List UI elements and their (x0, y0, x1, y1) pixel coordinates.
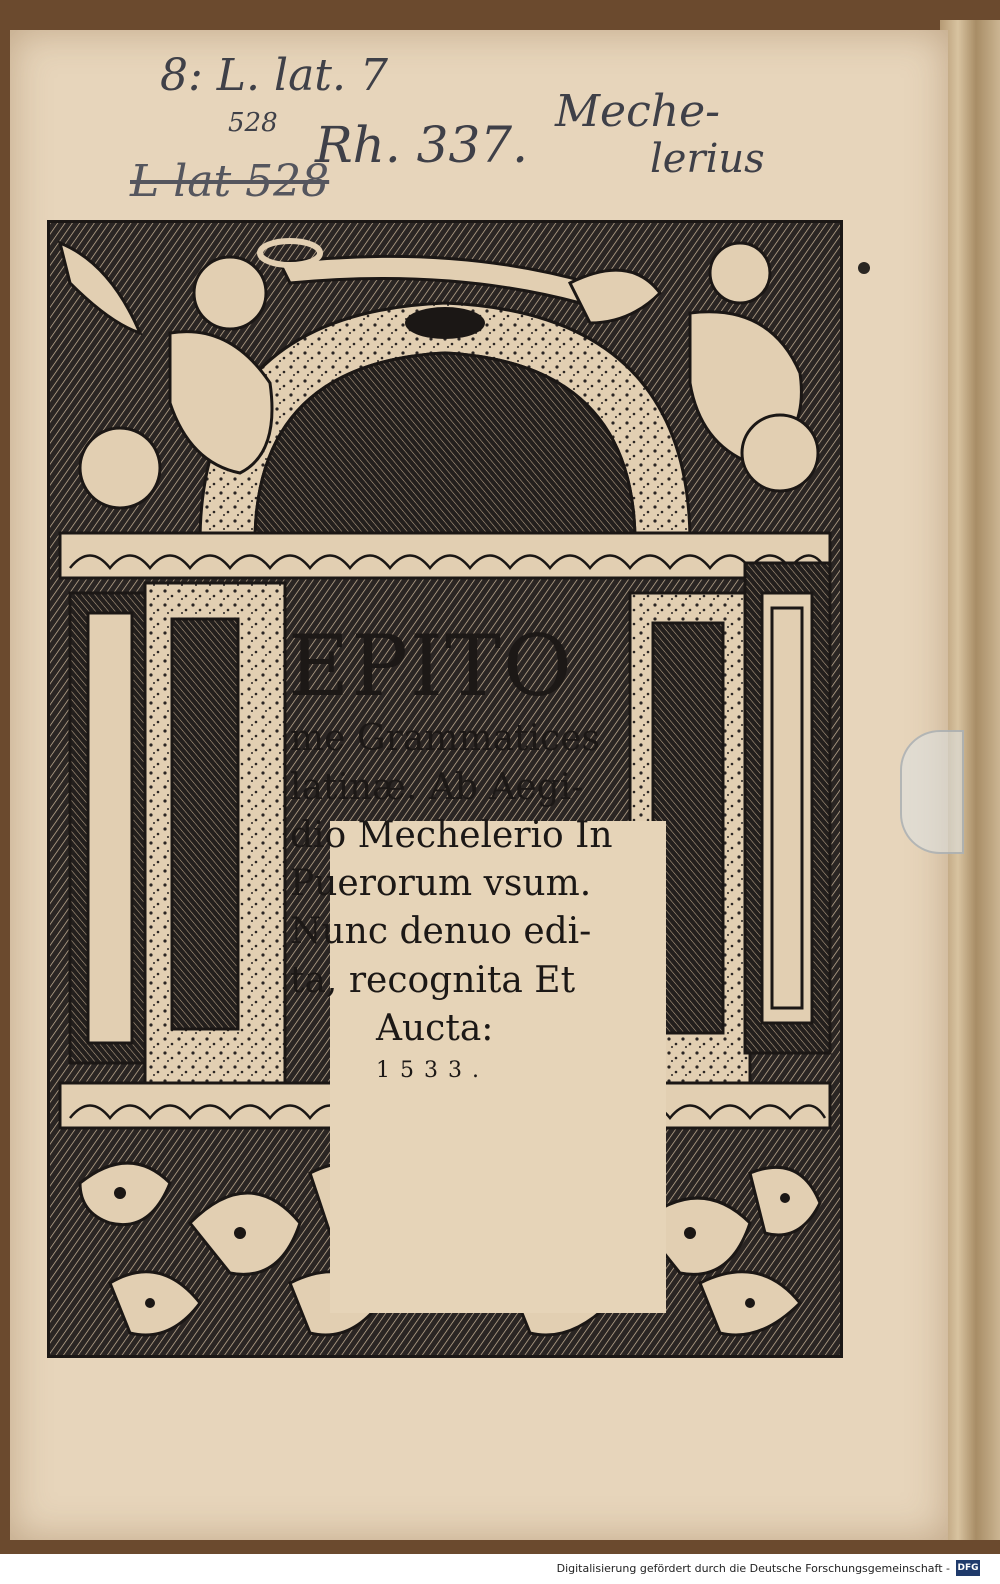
shelfmark-528: 528 (228, 108, 278, 138)
footer-credit: Digitalisierung gefördert durch die Deutsche Forschungsgemeinschaft - (556, 1562, 950, 1575)
title-year: 1533. (376, 1058, 489, 1083)
shelfmark-line-1: 8: L. lat. 7 (160, 50, 388, 101)
title-line-2: me Grammatices (290, 718, 600, 759)
shelfmark-struck: L lat 528 (130, 156, 330, 207)
dfg-logo: DFG (956, 1560, 980, 1576)
author-note-line-2: lerius (650, 136, 765, 182)
title-line-6: Nunc denuo edi- (290, 911, 592, 952)
title-line-3: latinæ. Ab Aegi- (290, 767, 584, 808)
shelfmark-rh: Rh. 337. (315, 116, 528, 174)
title-line-7: ta, recognita Et (290, 960, 576, 1001)
ink-dot (858, 262, 870, 274)
title-line-8: Aucta: (376, 1008, 494, 1049)
title-line-4: dio Mechelerio In (290, 815, 613, 856)
title-line-epito: EPITO (288, 617, 574, 715)
footer-bar (0, 1554, 1000, 1584)
page-clip (900, 730, 964, 854)
author-note-line-1: Meche- (555, 86, 720, 137)
title-line-5: Puerorum vsum. (290, 863, 592, 904)
